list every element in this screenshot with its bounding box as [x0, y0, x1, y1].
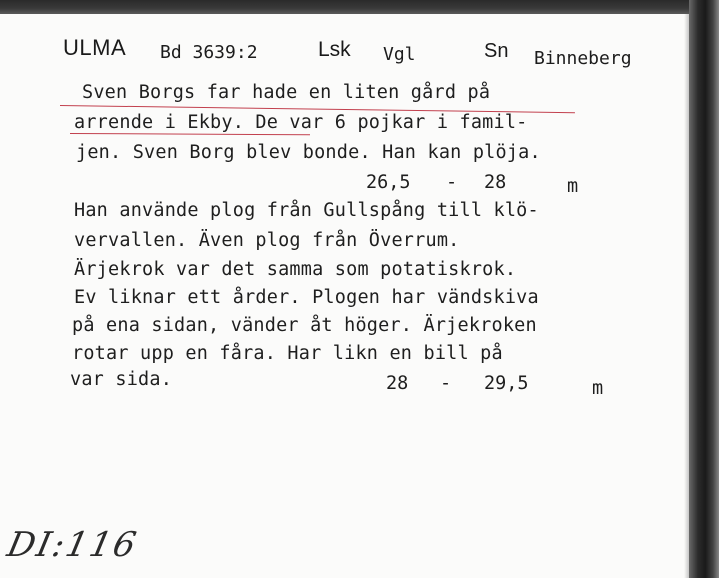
measure-2-unit: m: [592, 378, 604, 399]
measure-1-dash: -: [446, 172, 458, 193]
lsk-label: Lsk: [318, 38, 351, 61]
scan-frame-top: [0, 0, 719, 14]
measure-1-to: 28: [484, 172, 507, 193]
text-line-7: Ev liknar ett årder. Plogen har vändskiva: [74, 287, 539, 308]
sn-value: Binneberg: [534, 48, 632, 69]
measure-1-from: 26,5: [366, 172, 411, 193]
record-number: Bd 3639:2: [160, 42, 258, 63]
text-line-10: var sida.: [70, 369, 173, 390]
text-line-3: jen. Sven Borg blev bonde. Han kan plöja.: [76, 142, 541, 163]
text-line-6: Ärjekrok var det samma som potatiskrok.: [74, 259, 517, 280]
measure-2-dash: -: [440, 373, 452, 394]
sn-label: Sn: [484, 40, 509, 62]
measure-1-unit: m: [567, 176, 579, 197]
text-line-9: rotar upp en fåra. Har likn en bill på: [72, 343, 503, 364]
text-line-1: Sven Borgs far hade en liten gård på: [82, 82, 491, 103]
lsk-value: Vgl: [383, 44, 416, 65]
scan-frame-right: [689, 0, 719, 578]
measure-2-from: 28: [386, 373, 409, 394]
measure-2-to: 29,5: [484, 373, 529, 394]
handwritten-code: DI:116: [3, 525, 142, 565]
text-line-5: vervallen. Även plog från Överrum.: [74, 230, 460, 251]
archive-label: ULMA: [63, 35, 127, 60]
text-line-4: Han använde plog från Gullspång till klö-: [74, 200, 539, 221]
text-line-2: arrende i Ekby. De var 6 pojkar i famil-: [74, 112, 528, 133]
text-line-8: på ena sidan, vänder åt höger. Ärjekroken: [72, 315, 537, 336]
